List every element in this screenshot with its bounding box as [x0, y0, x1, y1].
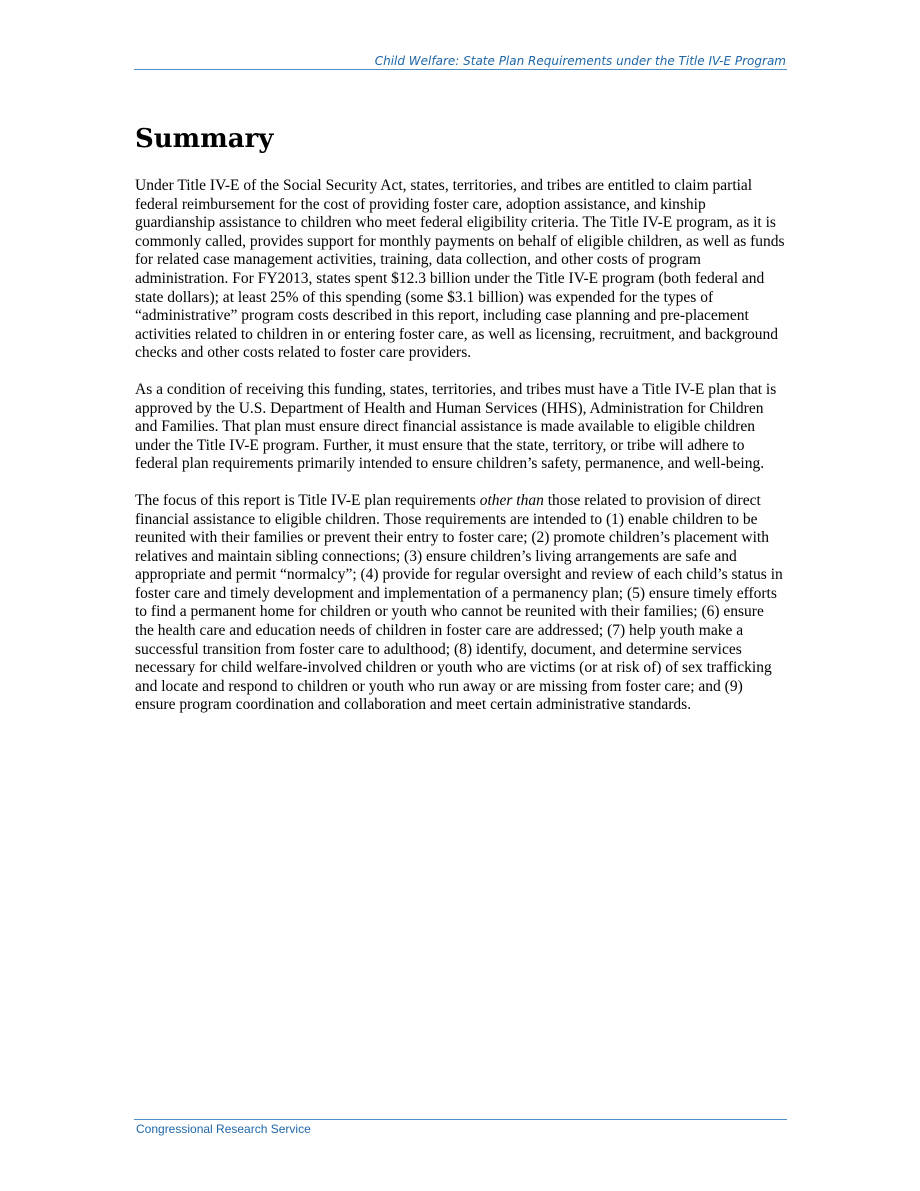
summary-body — [135, 177, 785, 733]
paragraph-3-emphasis: other than — [479, 491, 544, 509]
paragraph-2: As a condition of receiving this funding, states, territories, and tribes must have a Title IV-E plan that is approved by the U.S. Department of Health and Human Services (HHS), Administration for Children and Families. That plan must ensure direct financial assistance is made available to eligible children under the Title IV-E program. Further, it must ensure that the state, territory, or tribe will adhere to federal plan requirements primarily intended to ensure children’s safety, permanence, and well-being. — [135, 380, 777, 473]
paragraph-3-start: The focus of this report is Title IV-E plan requirements — [135, 491, 480, 509]
footer-divider — [134, 1119, 787, 1120]
footer-organization: Congressional Research Service — [136, 1122, 311, 1136]
running-header: Child Welfare: State Plan Requirements under the Title IV-E Program — [374, 54, 786, 68]
paragraph-3 — [135, 492, 785, 715]
paragraph-3-end: those related to provision of direct financial assistance to eligible children. Those requirements are intended to (1) enable children to be reunited with their families or prevent their entry to foster care; (2) promote children’s placement with relatives and maintain sibling connections; (3) ensure children’s living arrangements are safe and appropriate and permit “normalcy”; (4) provide for regular oversight and review of each child’s status in foster care and timely development and implementation of a permanency plan; (5) ensure timely efforts to find a permanent home for children or youth who cannot be reunited with their families; (6) ensure the health care and education needs of children in foster care are addressed; (7) help youth make a successful transition from foster care to adulthood; (8) identify, document, and determine services necessary for child welfare-involved children or youth who are victims (or at risk of) of sex trafficking and locate and respond to children or youth who run away or are missing from foster care; and (9) ensure program coordination and collaboration and meet certain administrative standards. — [135, 491, 783, 714]
paragraph-1: Under Title IV-E of the Social Security Act, states, territories, and tribes are entitled to claim partial federal reimbursement for the cost of providing foster care, adoption assistance, and kinship guardianship assistance to children who meet federal eligibility criteria. The Title IV-E program, as it is commonly called, provides support for monthly payments on behalf of eligible children, as well as funds for related case management activities, training, data collection, and other costs of program administration. For FY2013, states spent $12.3 billion under the Title IV-E program (both federal and state dollars); at least 25% of this spending (some $3.1 billion) was expended for the types of “administrative” program costs described in this report, including case planning and pre-placement activities related to children in or entering foster care, as well as licensing, recruitment, and background checks and other costs related to foster care providers. — [135, 177, 785, 362]
header-divider — [134, 69, 787, 70]
page-title: Summary — [135, 124, 274, 154]
